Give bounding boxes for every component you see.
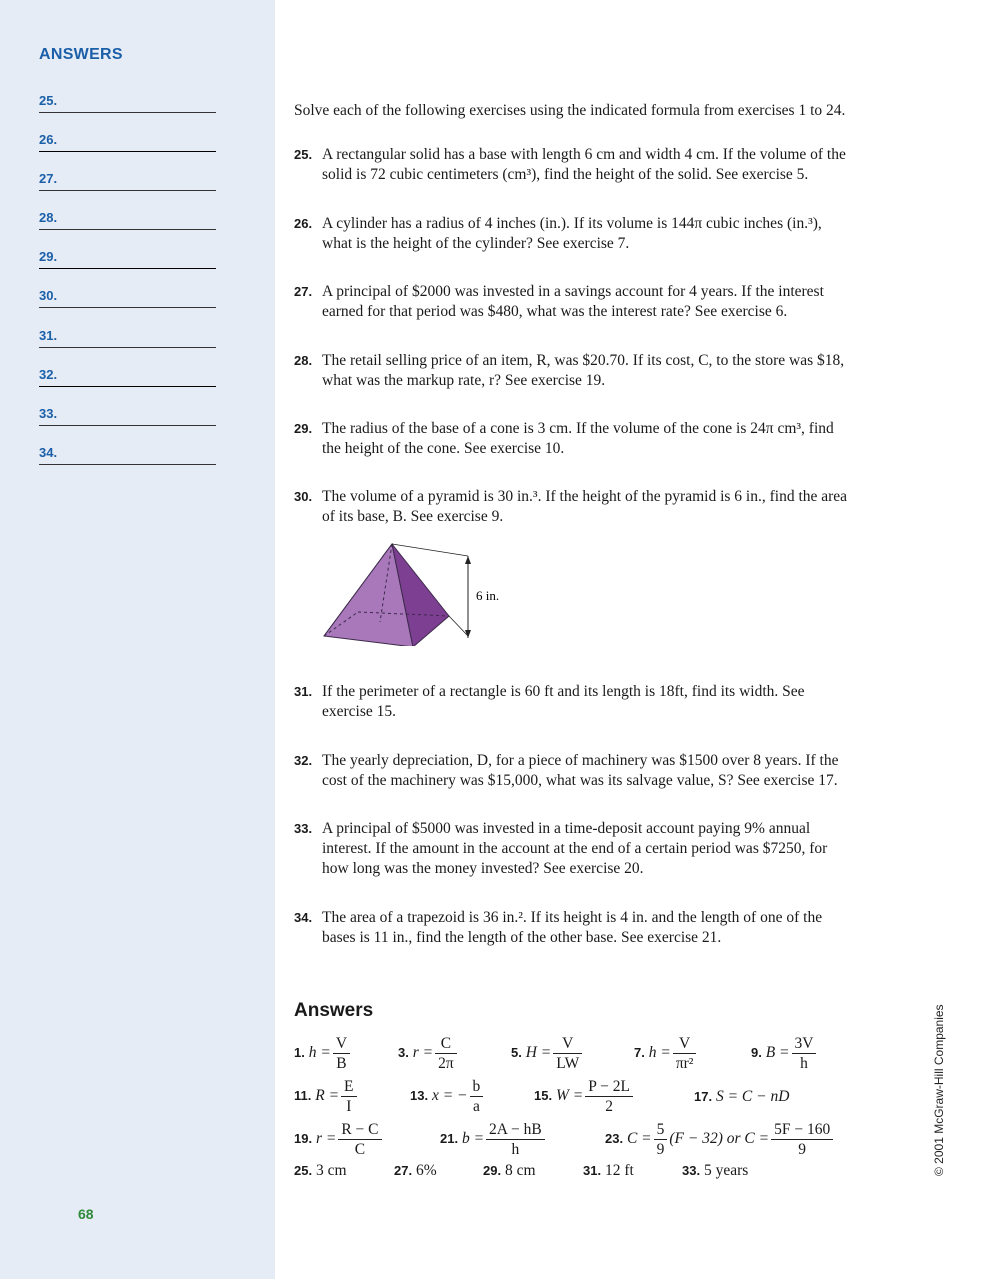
answer-25: 25. 3 cm	[294, 1162, 347, 1179]
exercise-32: 32. The yearly depreciation, D, for a piece of machinery was $1500 over 8 years. If the cost of the machinery was $15,000, what was its salvage value, S? See exercise 17.	[294, 752, 839, 789]
answer-17: 17. S = C − nD	[694, 1088, 790, 1105]
answers-title: Answers	[294, 1000, 374, 1021]
answer-11: 11. R = $\frac{E}{I}$	[294, 1077, 359, 1116]
answers-heading: ANSWERS	[39, 46, 123, 63]
exercise-29: 29. The radius of the base of a cone is 3 cm. If the volume of the cone is 24π cm³, find the height of the cone. See exercise 10.	[294, 420, 834, 457]
exercise-25: 25. A rectangular solid has a base with length 6 cm and width 4 cm. If the volume of the solid is 72 cubic centimeters (cm³), find the height of the solid. See exercise 5.	[294, 146, 846, 183]
answer-line-30[interactable]: 30.	[39, 288, 216, 308]
exercise-26: 26. A cylinder has a radius of 4 inches (in.). If its volume is 144π cubic inches (in.³), what is the height of the cylinder? See exercise 7.	[294, 215, 822, 252]
height-label: 6 in.	[476, 588, 500, 603]
answer-23: 23. C = $\frac{5}{9}$ (F − 32) or C = $\frac{5F - 160}{9}$	[605, 1120, 835, 1159]
exercise-33: 33. A principal of $5000 was invested in a time-deposit account paying 9% annual interest. If the amount in the account at the end of a certain period was $7250, for how long was the money invested? See exercise 20.	[294, 820, 828, 877]
answer-21: 21. b = $\frac{2A - hB}{h}$	[440, 1120, 547, 1159]
answer-line-32[interactable]: 32.	[39, 367, 216, 387]
answer-sidebar	[0, 0, 275, 1279]
answer-line-25[interactable]: 25.	[39, 93, 216, 113]
answer-15: 15. W = $\frac{P - 2L}{2}$	[534, 1077, 635, 1116]
answer-31: 31. 12 ft	[583, 1162, 634, 1179]
answer-27: 27. 6%	[394, 1162, 437, 1179]
exercise-31: 31. If the perimeter of a rectangle is 60 ft and its length is 18ft, find its width. See exercise 15.	[294, 683, 805, 720]
copyright-notice: © 2001 McGraw-Hill Companies	[932, 1004, 946, 1176]
answer-line-26[interactable]: 26.	[39, 132, 216, 152]
answer-line-28[interactable]: 28.	[39, 210, 216, 230]
exercise-30: 30. The volume of a pyramid is 30 in.³. If the height of the pyramid is 6 in., find the area of its base, B. See exercise 9.	[294, 488, 848, 525]
answer-9: 9. B = $\frac{3V}{h}$	[751, 1034, 818, 1073]
answer-7: 7. h = $\frac{V}{\text{πr²}}$	[634, 1034, 698, 1073]
answer-13: 13. x = − $\frac{b}{a}$	[410, 1077, 485, 1116]
answer-line-27[interactable]: 27.	[39, 171, 216, 191]
page-number: 68	[78, 1206, 94, 1222]
answer-line-29[interactable]: 29.	[39, 249, 216, 269]
answer-line-31[interactable]: 31.	[39, 328, 216, 348]
pyramid-figure	[318, 540, 518, 646]
answer-5: 5. H = $\frac{V}{LW}$	[511, 1034, 584, 1073]
exercise-27: 27. A principal of $2000 was invested in a savings account for 4 years. If the interest earned for that period was $480, what was the interest rate? See exercise 6.	[294, 283, 824, 320]
answer-29: 29. 8 cm	[483, 1162, 536, 1179]
answer-19: 19. r = $\frac{R - C}{C}$	[294, 1120, 384, 1159]
exercise-34: 34. The area of a trapezoid is 36 in.². If its height is 4 in. and the length of one of the bases is 11 in., find the length of the other base. See exercise 21.	[294, 909, 823, 946]
answer-1: 1. h = $\frac{V}{B}$	[294, 1034, 352, 1073]
instructions: Solve each of the following exercises using the indicated formula from exercises 1 to 24.	[294, 102, 846, 119]
answer-33: 33. 5 years	[682, 1162, 749, 1179]
answer-3: 3. r = $\frac{C}{2\pi}$	[398, 1034, 459, 1073]
exercise-28: 28. The retail selling price of an item, R, was $20.70. If its cost, C, to the store was $18, what was the markup rate, r? See exercise 19.	[294, 352, 845, 389]
answer-line-34[interactable]: 34.	[39, 445, 216, 465]
answer-line-33[interactable]: 33.	[39, 406, 216, 426]
